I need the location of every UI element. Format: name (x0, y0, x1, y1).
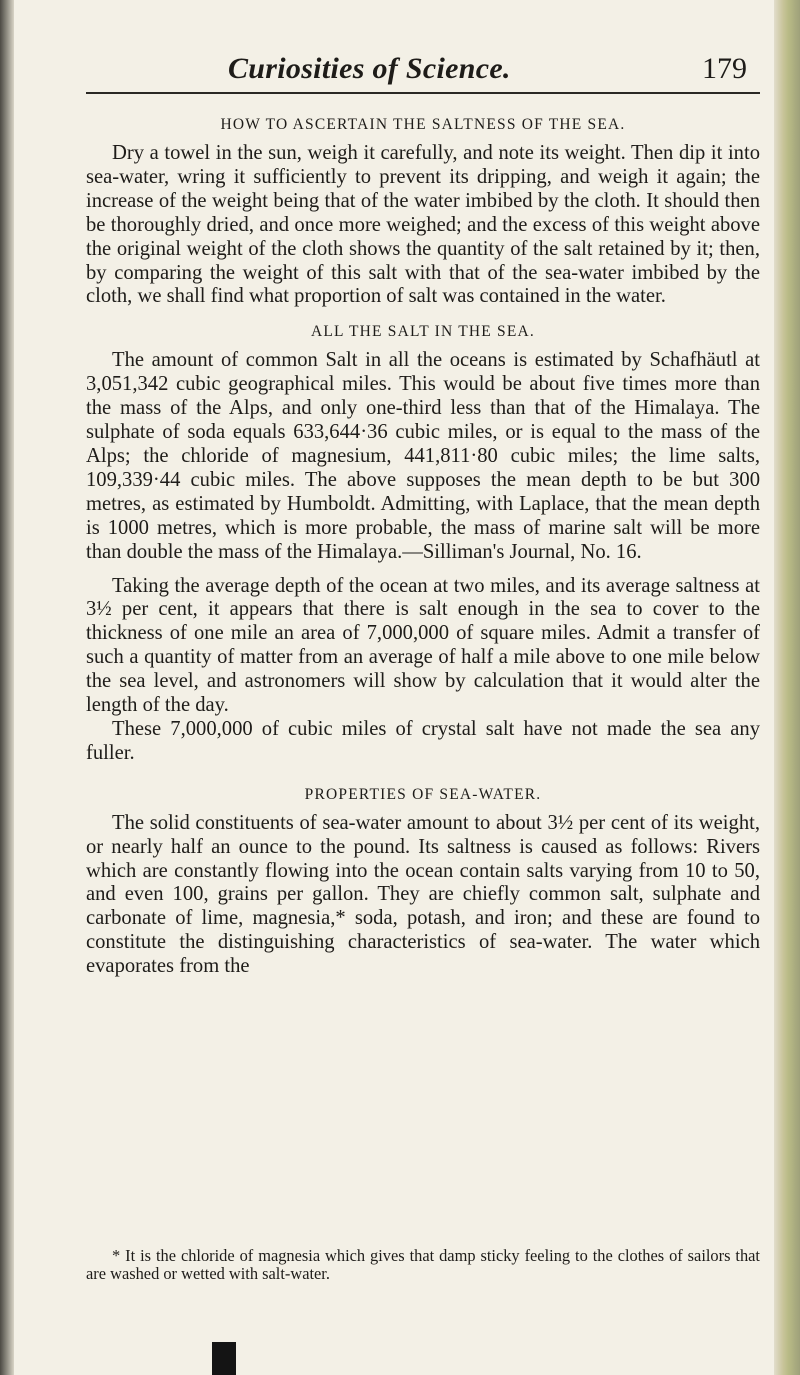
page-number: 179 (702, 52, 747, 85)
section-heading: PROPERTIES OF SEA-WATER. (304, 785, 542, 803)
page-body (86, 104, 760, 979)
page-header (0, 52, 800, 92)
page-edge (774, 0, 800, 1375)
ink-blot (212, 1342, 236, 1375)
section-heading: ALL THE SALT IN THE SEA. (311, 323, 535, 341)
footnote: * It is the chloride of magnesia which gives that damp sticky feeling to the clothes of sailors that are washed or wetted with salt-water. (86, 1246, 760, 1283)
header-rule (86, 92, 760, 94)
paragraph: These 7,000,000 of cubic miles of crystal salt have not made the sea any fuller. (86, 717, 760, 764)
paragraph: The amount of common Salt in all the oceans is estimated by Schafhäutl at 3,051,342 cubic geographical miles. This would be about five times more than the mass of the Alps, and only one-third less than that of the Himalaya. The sulphate of soda equals 633,644·36 cubic miles, or is equal to the mass of the Alps; the chloride of magnesium, 441,811·80 cubic miles; the lime salts, 109,339·44 cubic miles. The above supposes the mean depth to be but 300 metres, as estimated by Humboldt. Admitting, with Laplace, that the mean depth is 1000 metres, which is more probable, the mass of marine salt will be more than double the mass of the Himalaya.—Silliman's Journal, No. 16. (86, 349, 760, 563)
paragraph: Dry a towel in the sun, weigh it carefully, and note its weight. Then dip it into sea-water, wring it sufficiently to prevent its dripping, and weigh it again; the increase of the weight being that of the water imbibed by the cloth. It should then be thoroughly dried, and once more weighed; and the excess of this weight above the original weight of the cloth shows the quantity of the salt retained by it; then, by comparing the weight of this salt with that of the sea-water imbibed by the cloth, we shall find what proportion of salt was contained in the water. (86, 142, 760, 308)
running-head: Curiosities of Science. (228, 52, 511, 85)
paragraph: The solid constituents of sea-water amount to about 3½ per cent of its weight, or nearly half an ounce to the pound. Its saltness is caused as follows: Rivers which are constantly flowing into the ocean contain salts varying from 10 to 50, and even 100, grains per gallon. They are chiefly common salt, sulphate and carbonate of lime, magnesia,* soda, potash, and iron; and these are found to constitute the distinguishing characteristics of sea-water. The water which evaporates from the (86, 811, 760, 978)
page-gutter-shadow (0, 0, 14, 1375)
section-properties (86, 786, 760, 979)
section-saltness (86, 116, 760, 309)
paragraph: Taking the average depth of the ocean at two miles, and its average saltness at 3½ per cent, it appears that there is salt enough in the sea to cover to the thickness of one mile an area of 7,000,000 of square miles. Admit a transfer of such a quantity of matter from an average of half a mile above to one mile below the sea level, and astronomers will show by calculation that it would alter the length of the day. (86, 574, 760, 717)
section-heading: HOW TO ASCERTAIN THE SALTNESS OF THE SEA. (220, 116, 626, 133)
section-all-salt (86, 323, 760, 765)
